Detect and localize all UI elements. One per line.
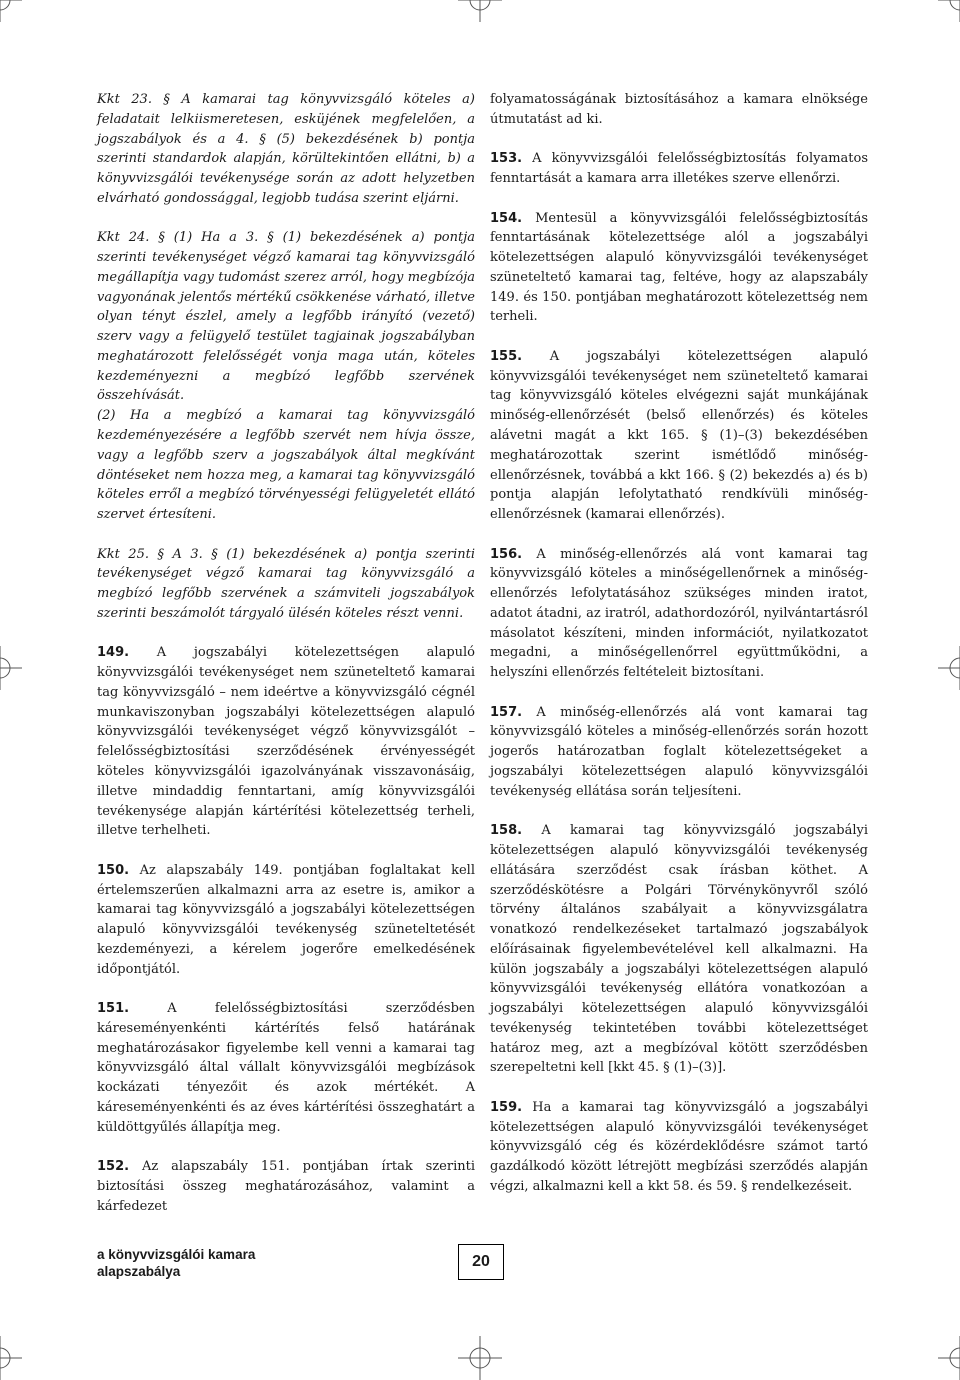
section-158 (490, 821, 868, 1078)
section-155 (490, 347, 868, 525)
section-text: A felelősségbiztosítási szerződésben káreseményenkénti kártérítés felső határának meghatározásakor figyelembe kell venni a kamarai tag könyvvizsgáló által vállalt könyvvizsgálói megbízások kockázati tényezőit és azok mértékét. A káreseményenkénti és az éves kártérítési összeghatárt a küldöttgyűlés állapítja meg. (97, 1001, 475, 1135)
section-text: Ha a kamarai tag könyvvizsgáló a jogszabályi kötelezettségen alapuló könyvvizsgálói tevékenységet könyvvizsgáló cég és közérdeklődésre számot tartó gazdálkodó között létrejött megbízási szerződés alapján végzi, alkalmazni kell a kkt 58. és 59. § rendelkezéseit. (490, 1099, 868, 1194)
section-number: 154. (490, 210, 523, 226)
section-text: Mentesül a könyvvizsgálói felelősségbiztosítás fenntartásának kötelezettsége alól a jogszabályi kötelezettségen alapuló könyvvizsgálói tevékenységet szüneteltető kamarai tag, feltéve, hogy az alapszabály 149. és 150. pontjában meghatározott kötelezettség nem terheli. (490, 210, 868, 325)
section-number: 155. (490, 348, 523, 364)
registration-mark-bottom-left (0, 1336, 22, 1380)
section-149 (97, 643, 475, 841)
section-number: 157. (490, 704, 523, 720)
section-152 (97, 1157, 475, 1216)
paragraph-kkt-24-2: (2) Ha a megbízó a kamarai tag könyvvizsgáló kezdeményezésére a legfőbb szervét nem hívja össze, vagy a legfőbb szerv a jogszabályok által megkívánt döntéseket nem hozza meg, a kamarai tag könyvvizsgáló köteles erről a megbízó törvényességi felügyeletét ellátó szervet értesíteni. (97, 408, 475, 523)
section-text: Az alapszabály 149. pontjában foglaltakat kell értelemszerűen alkalmazni arra az esetre is, amikor a kamarai tag könyvvizsgáló a jogszabályi kötelezettségen alapuló könyvvizsgálói tevékenység szüneteltetését kezdeményezi, a kérelem jogerőre emelkedésének időpontjától. (97, 862, 475, 977)
section-152-continuation: folyamatosságának biztosításához a kamara elnöksége útmutatást ad ki. (490, 92, 868, 127)
section-number: 158. (490, 823, 523, 839)
section-text: A minőség-ellenőrzés alá vont kamarai tag könyvvizsgáló köteles a minőségellenőrnek a minőség-ellenőrzés lefolytatásához szükséges minden iratot, adatot átadni, az iratról, adathordozóról, nyilvántartásról másolatot készíteni, minden információt, nyilatkozatot megadni, a minőségellenőrrel együttműködni, a helyszíni ellenőrzés feltételeit biztosítani. (490, 546, 868, 681)
registration-mark-top-center (458, 0, 502, 22)
registration-mark-middle-right (938, 646, 960, 690)
section-text: A könyvvizsgálói felelősségbiztosítás folyamatos fenntartását a kamara arra illetékes szerve ellenőrzi. (490, 151, 868, 187)
footer-publication-title (97, 1246, 255, 1280)
section-number: 152. (97, 1159, 130, 1175)
section-number: 149. (97, 645, 130, 661)
left-column (97, 90, 475, 1217)
section-151 (97, 999, 475, 1137)
section-number: 159. (490, 1099, 523, 1115)
section-150 (97, 861, 475, 980)
section-text: A minőség-ellenőrzés alá vont kamarai tag könyvvizsgáló köteles a minőség-ellenőrzés során hozott jogerős határozatban foglalt kötelezettségeket a jogszabályi kötelezettségen alapuló könyvvizsgálói tevékenység ellátása során teljesíteni. (490, 704, 868, 799)
page-number: 20 (458, 1244, 504, 1280)
section-154 (490, 209, 868, 328)
registration-mark-middle-left (0, 646, 22, 690)
section-text: Az alapszabály 151. pontjában írtak szerinti biztosítási összeg meghatározásához, valamint a kárfedezet (97, 1159, 475, 1214)
section-text: A jogszabályi kötelezettségen alapuló könyvvizsgálói tevékenységet nem szüneteltető kamarai tag könyvvizsgáló köteles elvégezni saját munkájának minőség-ellenőrzését (belső ellenőrzés) és köteles alávetni magát a kkt 165. § (1)–(3) bekezdésében meghatározottak szerint ismétlődő minőség-ellenőrzésnek, továbbá a kkt 166. § (2) bekezdés a) és b) pontja alapján lefolytatható rendkívüli minőség-ellenőrzésnek (kamarai ellenőrzés). (490, 348, 868, 523)
section-number: 153. (490, 151, 523, 167)
registration-mark-bottom-right (938, 1336, 960, 1380)
registration-mark-top-right (938, 0, 960, 22)
section-number: 156. (490, 546, 523, 562)
section-159 (490, 1098, 868, 1197)
registration-mark-bottom-center (458, 1336, 502, 1380)
paragraph-kkt-23: Kkt 23. § A kamarai tag könyvvizsgáló köteles a) feladatait lelkiismeretesen, esküjének megfelelően, a jogszabályok és a 4. § (5) bekezdésének b) pontja szerinti standardok alapján, körültekintően ellátni, b) a könyvvizsgálói tevékenysége során az adott helyzetben elvárható gondossággal, legjobb tudása szerint eljárni. (97, 92, 475, 206)
section-153 (490, 149, 868, 189)
footer-line-2: alapszabálya (97, 1264, 181, 1279)
section-number: 150. (97, 862, 130, 878)
section-157 (490, 703, 868, 802)
footer-line-1: a könyvvizsgálói kamara (97, 1247, 256, 1262)
section-text: A kamarai tag könyvvizsgáló jogszabályi kötelezettségen alapuló könyvvizsgálói tevékenység ellátására szerződést csak írásban köthet. A szerződéskötésre a Polgári Törvénykönyvről szóló törvény általános szabályait a könyvvizsgálatra vonatkozó rendelkezéseket tartalmazó jogszabályok előírásainak figyelembevételével kell alkalmazni. Ha külön jogszabály a jogszabályi kötelezettségen alapuló könyvvizsgálói tevékenység ellátóra vonatkozóan a jogszabályi kötelezettségen alapuló könyvvizsgálói tevékenység tekintetében további kötelezettséget határoz meg, azt a megbízóval kötött szerződésben szerepeltetni kell [kkt 45. § (1)–(3)]. (490, 823, 868, 1076)
section-156 (490, 545, 868, 683)
right-column (490, 90, 868, 1197)
paragraph-kkt-24-1: Kkt 24. § (1) Ha a 3. § (1) bekezdésének a) pontja szerinti tevékenységet végző kamarai tag könyvvizsgáló megállapítja vagy tudomást szerez arról, hogy megbízója vagyonának jelentős mértékű csökkenése várható, illetve olyan tényt észlel, amely a legfőbb irányító (vezető) szerv vagy a felügyelő testület tagjainak jogszabályban meghatározott felelősségét vonja maga után, köteles kezdeményezni a megbízó legfőbb szervének összehívását. (97, 230, 475, 404)
paragraph-kkt-25: Kkt 25. § A 3. § (1) bekezdésének a) pontja szerinti tevékenységet végző kamarai tag könyvvizsgáló a megbízó legfőbb szervének a számviteli jogszabályok szerinti beszámolót tárgyaló ülésén köteles részt venni. (97, 546, 475, 621)
registration-mark-top-left (0, 0, 22, 22)
section-text: A jogszabályi kötelezettségen alapuló könyvvizsgálói tevékenységet nem szüneteltető kamarai tag könyvvizsgáló – nem ideértve a könyvvizsgáló cégnél munkaviszonyban jogszabályi kötelezettségen alapuló könyvvizsgálói tevékenységet végző könyvvizsgálót – felelősségbiztosítási szerződésének érvényességét köteles könyvvizsgálói igazolványának visszavonásáig, illetve mindaddig fenntartani, amíg könyvvizsgálói tevékenysége alapján kártérítési kötelezettség terheli, illetve terhelheti. (97, 645, 475, 839)
section-number: 151. (97, 1001, 130, 1017)
